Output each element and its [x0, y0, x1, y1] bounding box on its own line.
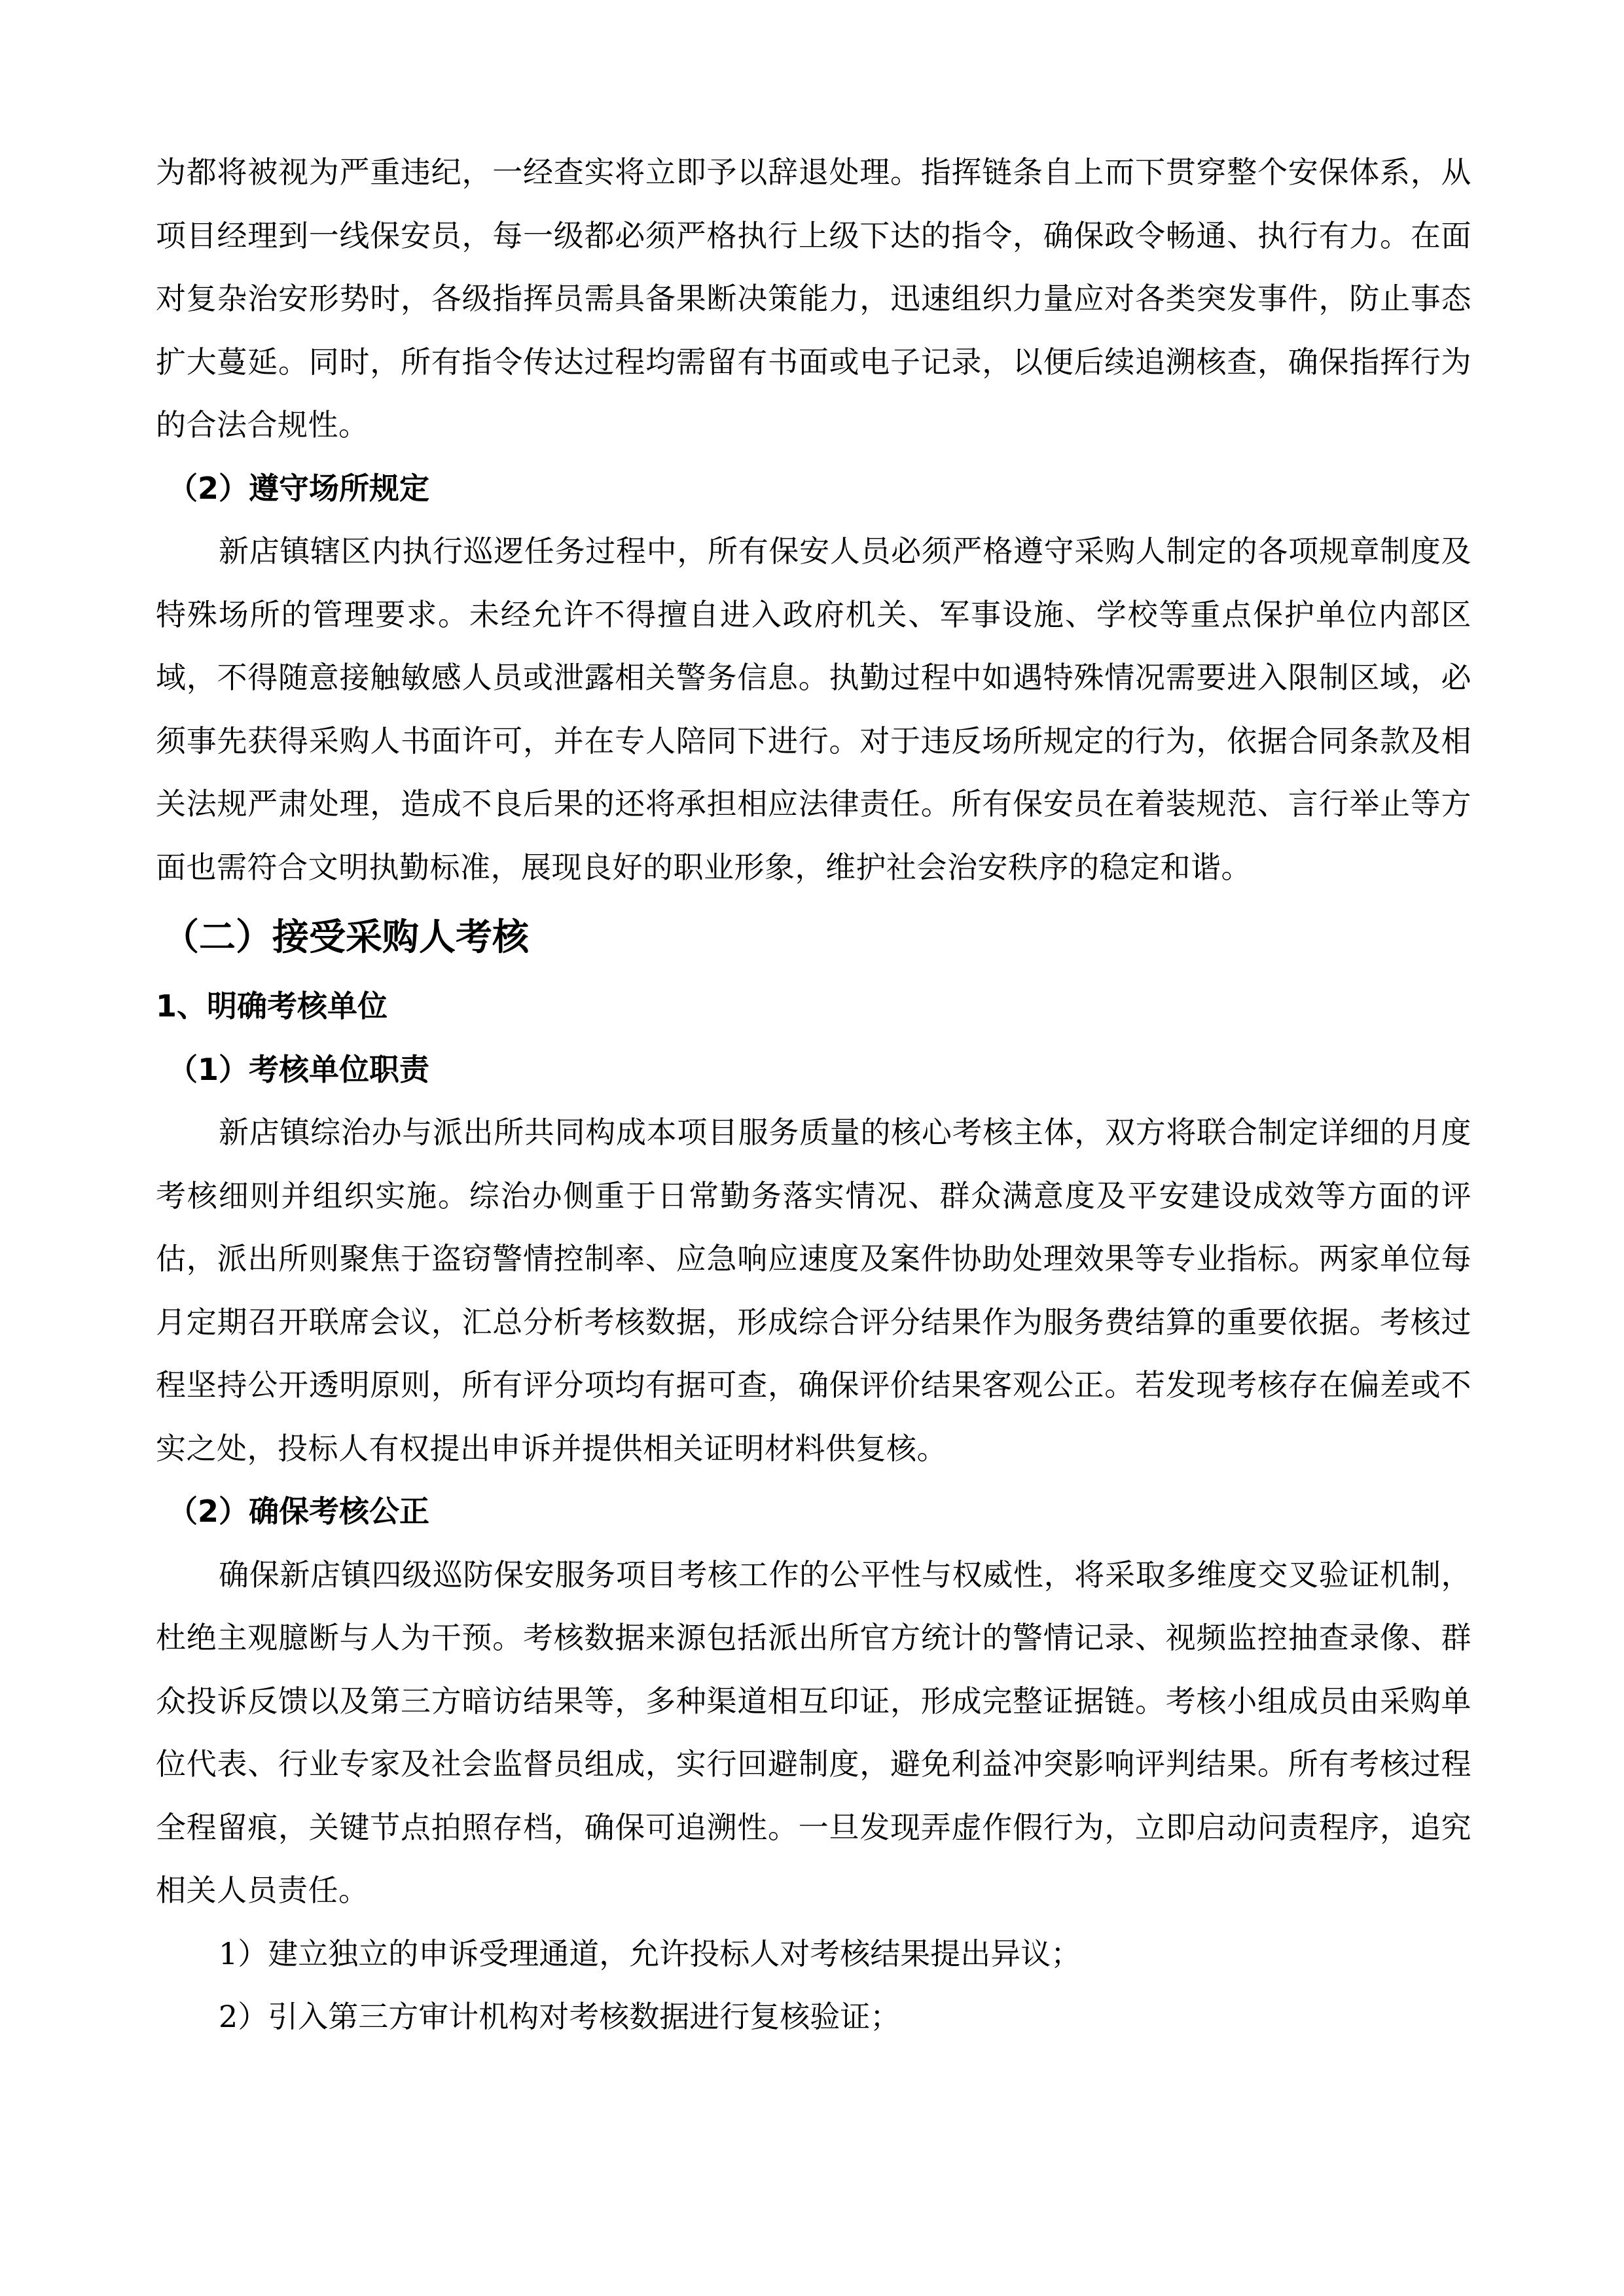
subheading-fair-assessment: （2）确保考核公正	[168, 1494, 430, 1529]
body-paragraph-fair-assessment: 确保新店镇四级巡防保安服务项目考核工作的公平性与权威性，将采取多维度交叉验证机制，杜绝主观臆断与人为干预。考核数据来源包括派出所官方统计的警情记录、视频监控抽查录像、群众投诉反馈以及第三方暗访结果等，多种渠道相互印证，形成完整证据链。考核小组成员由采购单位代表、行业专家及社会监督员组成，实行回避制度，避免利益冲突影响评判结果。所有考核过程全程留痕，关键节点拍照存档，确保可追溯性。一旦发现弄虚作假行为，立即启动问责程序，追究相关人员责任。	[156, 1556, 1471, 1908]
body-paragraph-site-rules: 新店镇辖区内执行巡逻任务过程中，所有保安人员必须严格遵守采购人制定的各项规章制度及特殊场所的管理要求。未经允许不得擅自进入政府机关、军事设施、学校等重点保护单位内部区域，不得随意接触敏感人员或泄露相关警务信息。执勤过程中如遇特殊情况需要进入限制区域，必须事先获得采购人书面许可，并在专人陪同下进行。对于违反场所规定的行为，依据合同条款及相关法规严肃处理，造成不良后果的还将承担相应法律责任。所有保安员在着装规范、言行举止等方面也需符合文明执勤标准，展现良好的职业形象，维护社会治安秩序的稳定和谐。	[156, 533, 1471, 885]
section-heading-assessment: （二）接受采购人考核	[162, 916, 529, 959]
body-paragraph-unit-duties: 新店镇综治办与派出所共同构成本项目服务质量的核心考核主体，双方将联合制定详细的月度考核细则并组织实施。综治办侧重于日常勤务落实情况、群众满意度及平安建设成效等方面的评估，派出所则聚焦于盗窃警情控制率、应急响应速度及案件协助处理效果等专业指标。两家单位每月定期召开联席会议，汇总分析考核数据，形成综合评分结果作为服务费结算的重要依据。考核过程坚持公开透明原则，所有评分项均有据可查，确保评价结果客观公正。若发现考核存在偏差或不实之处，投标人有权提出申诉并提供相关证明材料供复核。	[156, 1115, 1471, 1466]
list-item-appeal-channel: 1）建立独立的申诉受理通道，允许投标人对考核结果提出异议；	[219, 1935, 1081, 1971]
list-item-third-party-audit: 2）引入第三方审计机构对考核数据进行复核验证；	[219, 1999, 901, 2034]
numbered-heading-assessment-unit: 1、明确考核单位	[156, 988, 388, 1024]
subheading-unit-duties: （1）考核单位职责	[168, 1051, 430, 1087]
document-body	[156, 141, 1471, 2049]
body-paragraph-command-chain: 为都将被视为严重违纪，一经查实将立即予以辞退处理。指挥链条自上而下贯穿整个安保体系，从项目经理到一线保安员，每一级都必须严格执行上级下达的指令，确保政令畅通、执行有力。在面对复杂治安形势时，各级指挥员需具备果断决策能力，迅速组织力量应对各类突发事件，防止事态扩大蔓延。同时，所有指令传达过程均需留有书面或电子记录，以便后续追溯核查，确保指挥行为的合法合规性。	[156, 154, 1471, 442]
subheading-comply-site-rules: （2）遵守场所规定	[168, 470, 430, 506]
